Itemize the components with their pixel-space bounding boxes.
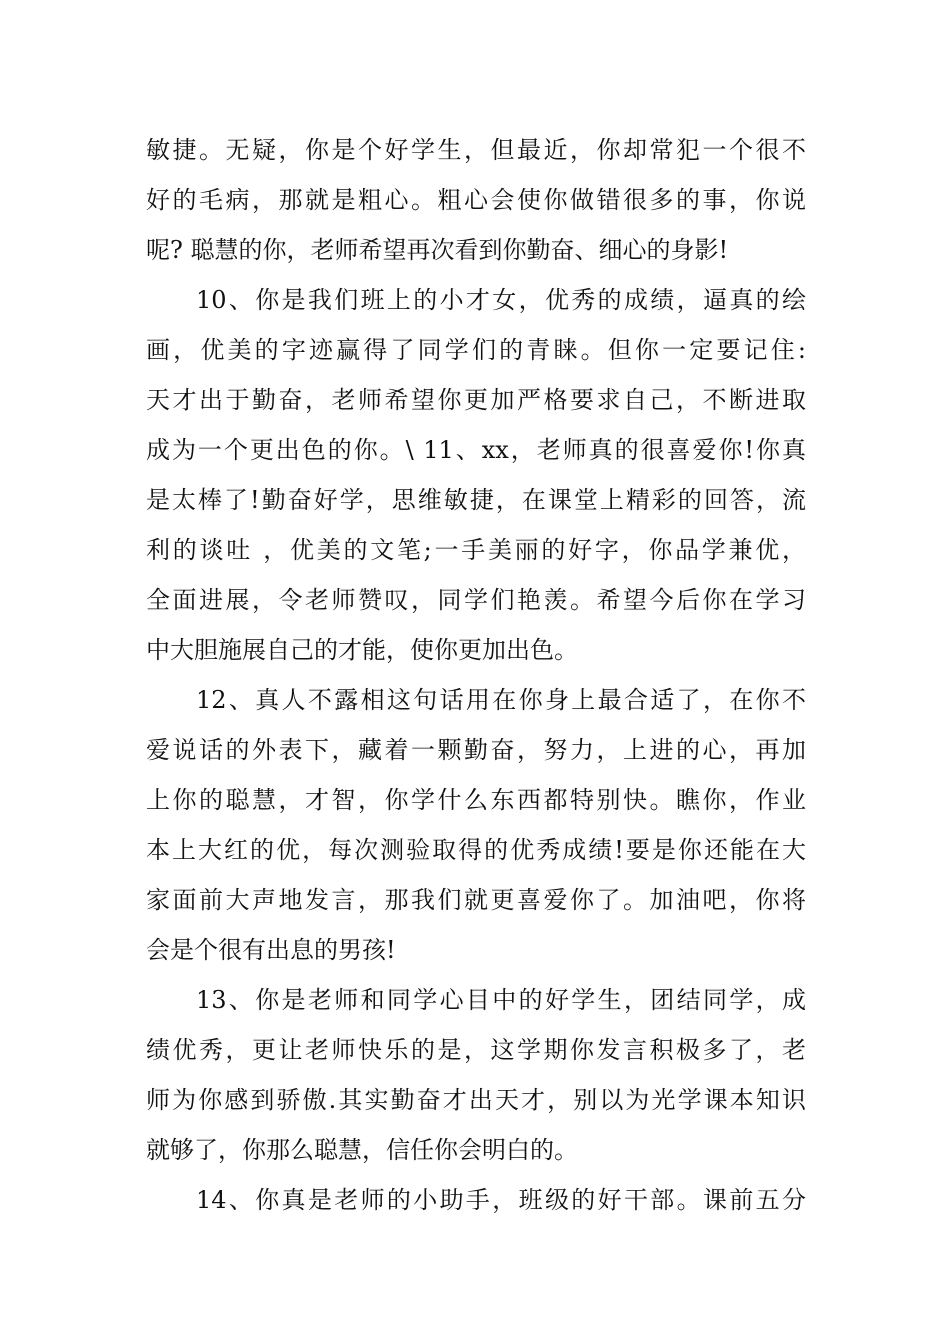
text-line: 师为你感到骄傲.其实勤奋才出天才，别以为光学课本知识	[146, 1086, 806, 1114]
text-line: 本上大红的优，每次测验取得的优秀成绩!要是你还能在大	[146, 836, 806, 864]
text-line: 就够了，你那么聪慧，信任你会明白的。	[146, 1136, 578, 1164]
text-line: 成为一个更出色的你。\ 11、xx，老师真的很喜爱你!你真	[146, 436, 806, 464]
text-line: 家面前大声地发言，那我们就更喜爱你了。加油吧，你将	[146, 886, 806, 914]
text-line: 是太棒了!勤奋好学，思维敏捷，在课堂上精彩的回答，流	[146, 486, 806, 514]
text-line: 会是个很有出息的男孩!	[146, 936, 396, 964]
text-line: 全面进展，令老师赞叹，同学们艳羡。希望今后你在学习	[146, 586, 806, 614]
paragraph-start-line: 10、你是我们班上的小才女，优秀的成绩，逼真的绘	[196, 286, 806, 314]
text-line: 画，优美的字迹赢得了同学们的青睐。但你一定要记住:	[146, 336, 806, 364]
text-line: 中大胆施展自己的才能，使你更加出色。	[146, 636, 578, 664]
paragraph-start-line: 14、你真是老师的小助手，班级的好干部。课前五分	[196, 1186, 806, 1214]
text-line: 好的毛病，那就是粗心。粗心会使你做错很多的事，你说	[146, 186, 806, 214]
text-line: 上你的聪慧，才智，你学什么东西都特别快。瞧你，作业	[146, 786, 806, 814]
text-line: 绩优秀，更让老师快乐的是，这学期你发言积极多了，老	[146, 1036, 806, 1064]
text-line: 呢? 聪慧的你，老师希望再次看到你勤奋、细心的身影!	[146, 236, 729, 264]
text-line: 天才出于勤奋，老师希望你更加严格要求自己，不断进取	[146, 386, 806, 414]
text-line: 爱说话的外表下，藏着一颗勤奋，努力，上进的心，再加	[146, 736, 806, 764]
text-line: 敏捷。无疑，你是个好学生，但最近，你却常犯一个很不	[146, 136, 806, 164]
text-line: 利的谈吐 ，优美的文笔;一手美丽的好字，你品学兼优，	[146, 536, 806, 564]
paragraph-start-line: 12、真人不露相这句话用在你身上最合适了，在你不	[196, 686, 806, 714]
paragraph-start-line: 13、你是老师和同学心目中的好学生，团结同学，成	[196, 986, 806, 1014]
